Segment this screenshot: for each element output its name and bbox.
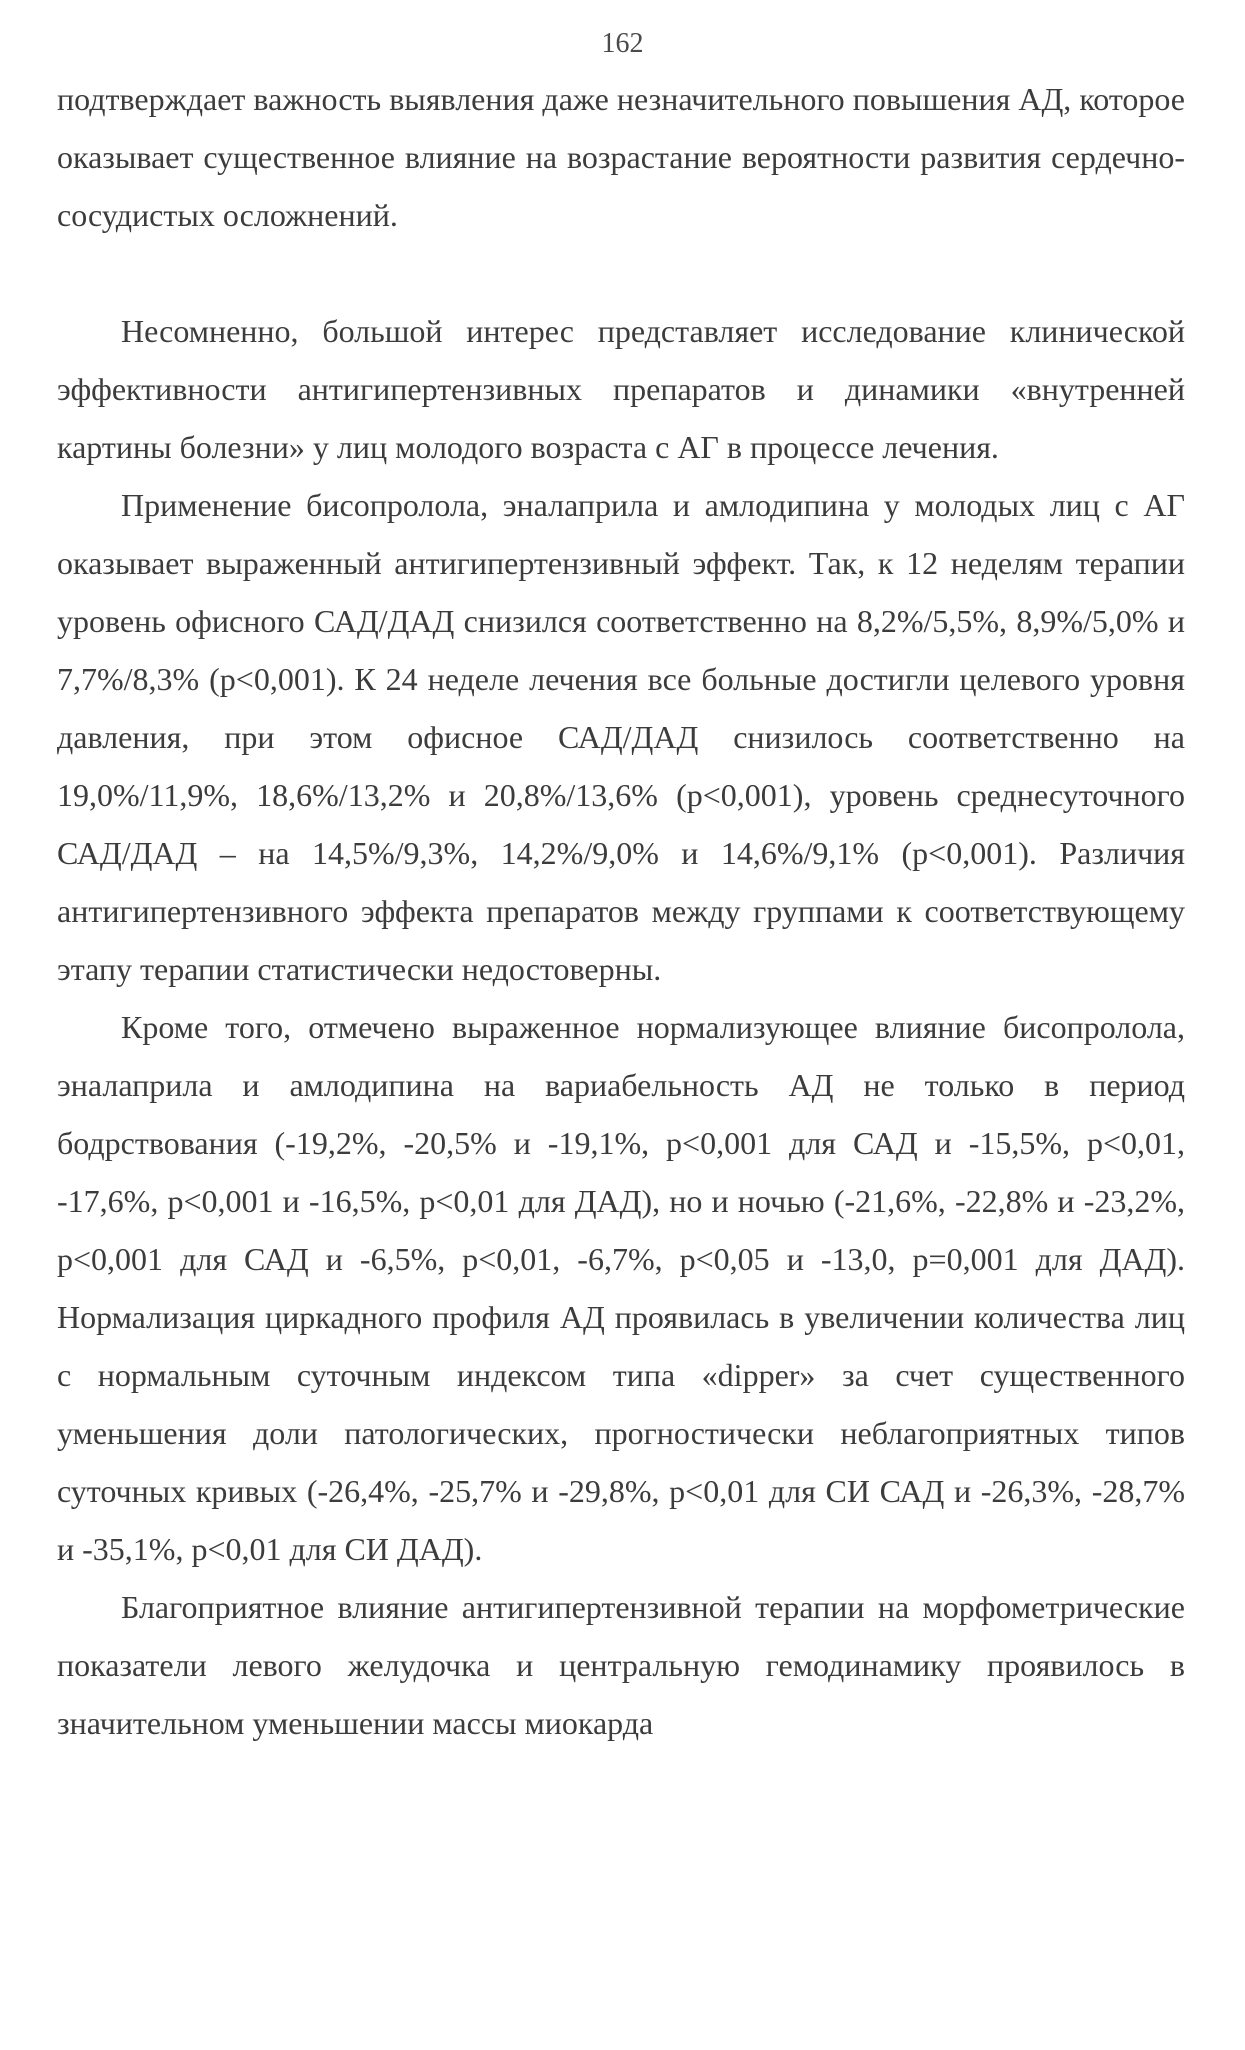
paragraph-3: Применение бисопролола, эналаприла и амлодипина у молодых лиц с АГ оказывает выраженный антигипертензивный эффект. Так, к 12 неделям терапии уровень офисного САД/ДАД снизился соответственно на 8,2%/5,5%, 8,9%/5,0% и 7,7%/8,3% (p<0,001). К 24 неделе лечения все больные достигли целевого уровня давления, при этом офисное САД/ДАД снизилось соответственно на 19,0%/11,9%, 18,6%/13,2% и 20,8%/13,6% (p<0,001), уровень среднесуточного САД/ДАД – на 14,5%/9,3%, 14,2%/9,0% и 14,6%/9,1% (p<0,001). Различия антигипертензивного эффекта препаратов между группами к соответствующему этапу терапии статистически недостоверны. <box>57 487 1185 987</box>
text-block-main <box>57 302 1185 1752</box>
paragraph-4: Кроме того, отмечено выраженное нормализующее влияние бисопролола, эналаприла и амлодипина на вариабельность АД не только в период бодрствования (-19,2%, -20,5% и -19,1%, p<0,001 для САД и -15,5%, p<0,01, -17,6%, p<0,001 и -16,5%, p<0,01 для ДАД), но и ночью (-21,6%, -22,8% и -23,2%, p<0,001 для САД и -6,5%, p<0,01, -6,7%, p<0,05 и -13,0, p=0,001 для ДАД). Нормализация циркадного профиля АД проявилась в увеличении количества лиц с нормальным суточным индексом типа «dipper» за счет существенного уменьшения доли патологических, прогностически неблагоприятных типов суточных кривых (-26,4%, -25,7% и -29,8%, p<0,01 для СИ САД и -26,3%, -28,7% и -35,1%, p<0,01 для СИ ДАД). <box>57 1009 1185 1567</box>
paragraph-2: Несомненно, большой интерес представляет исследование клинической эффективности антигипертензивных препаратов и динамики «внутренней картины болезни» у лиц молодого возраста с АГ в процессе лечения. <box>57 313 1185 465</box>
text-block-top <box>57 70 1185 244</box>
paragraph-1: подтверждает важность выявления даже незначительного повышения АД, которое оказывает существенное влияние на возрастание вероятности развития сердечно-сосудистых осложнений. <box>57 81 1185 233</box>
page-number: 162 <box>601 28 644 59</box>
paragraph-5: Благоприятное влияние антигипертензивной терапии на морфометрические показатели левого желудочка и центральную гемодинамику проявилось в значительном уменьшении массы миокарда <box>57 1589 1185 1741</box>
